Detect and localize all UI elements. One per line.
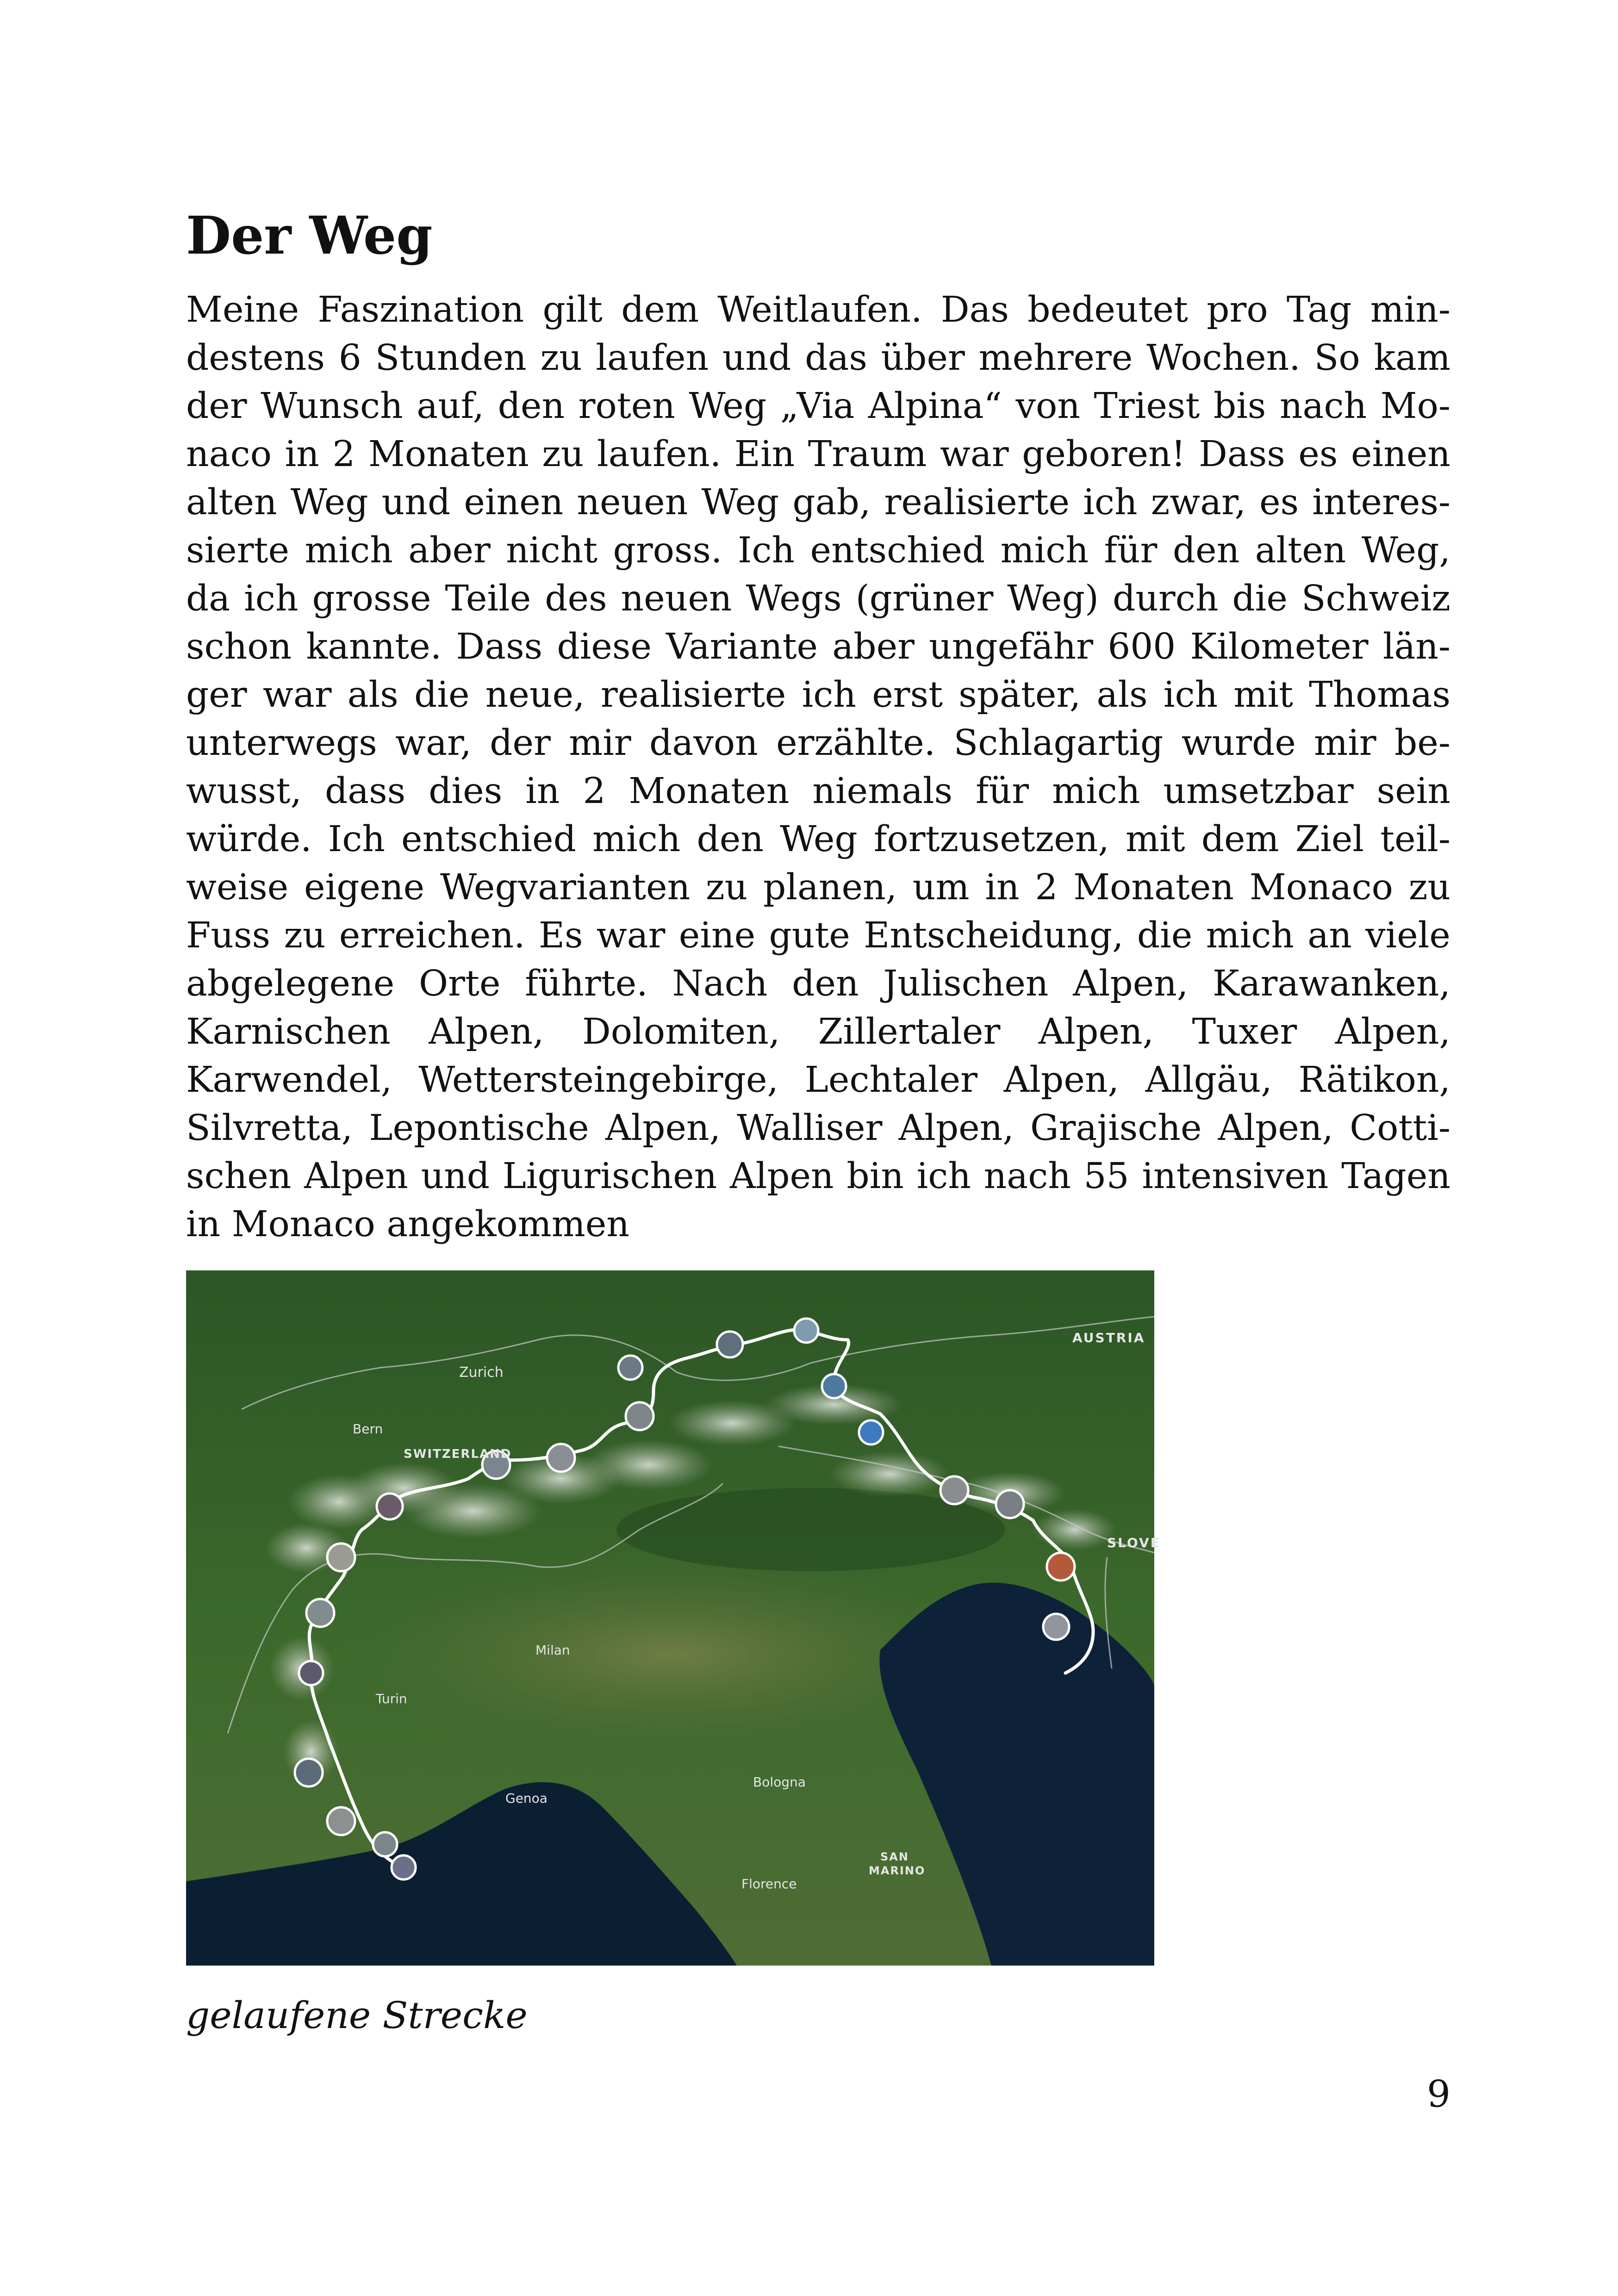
paragraph-line: Karnischen Alpen, Dolomiten, Zillertaler Alpen, Tuxer Alpen, [186,1011,1450,1052]
paragraph-line: weise eigene Wegvarianten zu planen, um in 2 Monaten Monaco zu [186,867,1450,908]
label-switzerland: SWITZERLAND [404,1447,512,1461]
paragraph-line: destens 6 Stunden zu laufen und das über mehrere Wochen. So kam [186,337,1450,379]
paragraph-line: in Monaco angekommen [186,1204,629,1245]
section-title: Der Weg [186,205,433,266]
paragraph-line: alten Weg und einen neuen Weg gab, realisierte ich zwar, es interes- [186,482,1450,523]
paragraph-line: Meine Faszination gilt dem Weitlaufen. Das bedeutet pro Tag min- [186,289,1450,330]
paragraph-line: schen Alpen und Ligurischen Alpen bin ich nach 55 intensiven Tagen [186,1156,1450,1197]
label-florence: Florence [741,1876,797,1892]
label-bern: Bern [353,1421,383,1437]
paragraph-line: abgelegene Orte führte. Nach den Julischen Alpen, Karawanken, [186,963,1450,1004]
label-genoa: Genoa [505,1791,548,1806]
label-turin: Turin [376,1691,407,1706]
label-austria: AUSTRIA [1072,1330,1145,1345]
paragraph-line: Fuss zu erreichen. Es war eine gute Entscheidung, die mich an viele [186,915,1450,956]
label-san-marino-line1: SAN [880,1850,909,1863]
label-milan: Milan [535,1643,570,1658]
paragraph-line: der Wunsch auf, den roten Weg „Via Alpina“ von Triest bis nach Mo- [186,386,1450,427]
page-number: 9 [1427,2072,1450,2116]
label-san-marino-line2: MARINO [869,1864,926,1877]
paragraph-line: ger war als die neue, realisierte ich erst später, als ich mit Thomas [186,674,1450,716]
paragraph-line: wusst, dass dies in 2 Monaten niemals für mich umsetzbar sein [186,771,1450,812]
label-zurich: Zurich [459,1364,504,1381]
route-map-image [186,1270,1161,1966]
label-slovenia: SLOVE [1107,1535,1161,1550]
paragraph-line: sierte mich aber nicht gross. Ich entschied mich für den alten Weg, [186,530,1450,571]
paragraph-line: würde. Ich entschied mich den Weg fortzusetzen, mit dem Ziel teil- [186,819,1450,860]
paragraph-line: Silvretta, Lepontische Alpen, Walliser Alpen, Grajische Alpen, Cotti- [186,1108,1450,1149]
body-paragraph [186,286,1450,1249]
figure-caption: gelaufene Strecke [186,1994,528,2037]
paragraph-line: da ich grosse Teile des neuen Wegs (grüner Weg) durch die Schweiz [186,578,1450,619]
paragraph-line: Karwendel, Wettersteingebirge, Lechtaler Alpen, Allgäu, Rätikon, [186,1059,1450,1101]
paragraph-line: naco in 2 Monaten zu laufen. Ein Traum war geboren! Dass es einen [186,434,1450,475]
label-bologna: Bologna [753,1774,806,1790]
paragraph-line: unterwegs war, der mir davon erzählte. Schlagartig wurde mir be- [186,722,1450,764]
paragraph-line: schon kannte. Dass diese Variante aber ungefähr 600 Kilometer län- [186,626,1450,667]
